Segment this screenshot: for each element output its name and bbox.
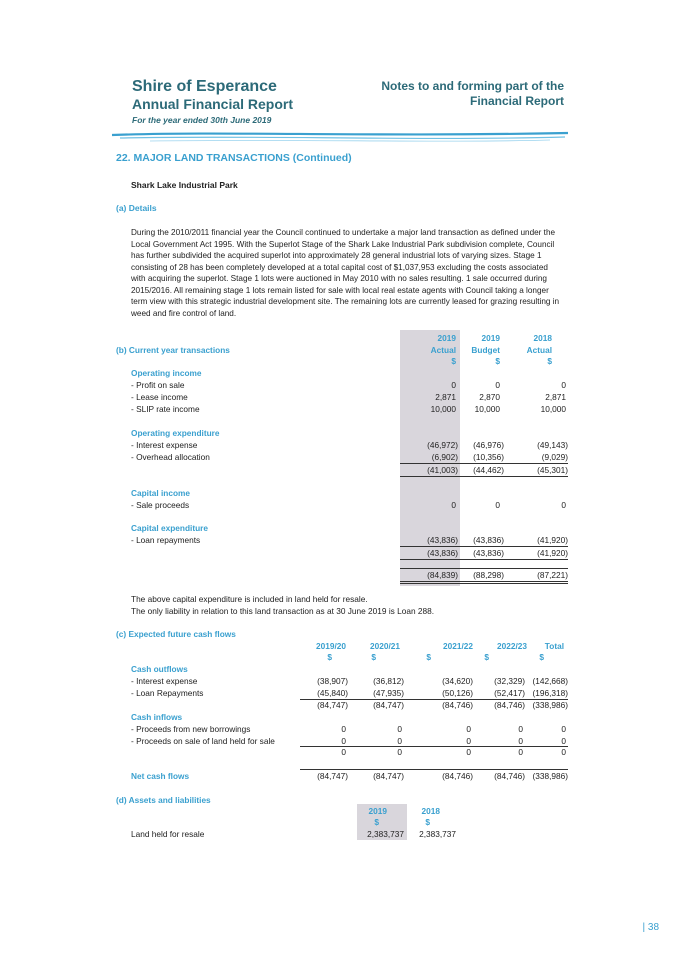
cash-inflows-heading: Cash inflows [131, 712, 183, 722]
cell-sale-2: 0 [495, 500, 500, 510]
details-paragraph: During the 2010/2011 financial year the Council continued to undertake a major land transaction as defined under the Local Government Act 1995. With the Superlot Stage of the Shark Lake Industrial Park subdivision complete, Council has further subdivided the acquired superlot into approximately 28 general industrial lots of varying sizes. Stage 1 consisting of 28 has been completely developed at a total capital cost of $1,037,953 excluding the costs associated with acquiring the superlot. Stage 1 lots were auctioned in May 2010 with no sales resulting. 1 sale occurred during 2015/2016. All remaining stage 1 lots remain listed for sale with local real estate agents with Council taking a longer term view with this strategic industrial development site. The remaining lots are currently leased for grazing resulting in weed and fire control of land. [131, 228, 560, 318]
details-label: (a) Details [116, 203, 157, 213]
fut-in-total-4: 0 [518, 747, 523, 757]
cash-outflows-heading: Cash outflows [131, 664, 188, 674]
col-unit-1: $ [451, 356, 456, 366]
net-cash-flows-label: Net cash flows [131, 771, 190, 781]
col-type-1: Actual [430, 345, 456, 355]
fut-col-3: 2021/22 [443, 641, 473, 651]
cell-overhead-1: (6,902) [431, 452, 458, 462]
report-org-title: Shire of Esperance [132, 78, 277, 95]
fut-unit-3: $ [426, 652, 431, 662]
notes-heading-line2: Financial Report [469, 94, 564, 108]
grand-total-top-rule [400, 568, 568, 569]
fut-in-total-5: 0 [561, 747, 566, 757]
row-label-lease: - Lease income [131, 392, 188, 402]
fut-col-4: 2022/23 [497, 641, 527, 651]
fut-col-1: 2019/20 [316, 641, 346, 651]
operating-expenditure-heading: Operating expenditure [131, 428, 220, 438]
col-unit-3: $ [547, 356, 552, 366]
operating-income-heading: Operating income [131, 368, 202, 378]
fut-loan-3: (50,126) [442, 688, 473, 698]
fut-col-2: 2020/21 [370, 641, 400, 651]
cell-op-total-1: (41,003) [427, 465, 458, 475]
fut-col-5: Total [544, 641, 564, 651]
fut-loan-2: (47,935) [373, 688, 404, 698]
fut-borrow-2: 0 [397, 724, 402, 734]
fut-out-total-1: (84,747) [317, 700, 348, 710]
subject-heading: Shark Lake Industrial Park [131, 180, 238, 190]
fut-row-label-loan: - Loan Repayments [131, 688, 204, 698]
fut-net-3: (84,746) [442, 771, 473, 781]
cell-sale-3: 0 [561, 500, 566, 510]
cell-grand-total-1: (84,839) [427, 570, 458, 580]
fut-interest-5: (142,668) [532, 676, 568, 686]
fut-row-label-borrow: - Proceeds from new borrowings [131, 724, 251, 734]
cell-lease-3: 2,871 [545, 392, 566, 402]
cell-interest-3: (49,143) [537, 440, 568, 450]
notes-heading-line1: Notes to and forming part of the [381, 79, 564, 93]
col-year-2: 2019 [481, 333, 500, 343]
fut-in-total-3: 0 [466, 747, 471, 757]
current-transactions-label: (b) Current year transactions [116, 345, 230, 355]
fut-loan-5: (196,318) [532, 688, 568, 698]
row-label-loan: - Loan repayments [131, 535, 201, 545]
cell-loan-2: (43,836) [473, 535, 504, 545]
fut-out-total-4: (84,746) [494, 700, 525, 710]
cell-cap-total-2: (43,836) [473, 548, 504, 558]
cell-lease-1: 2,871 [435, 392, 456, 402]
asset-unit-2: $ [425, 817, 430, 827]
asset-col-1: 2019 [368, 806, 387, 816]
row-label-slip: - SLIP rate income [131, 404, 200, 414]
row-label-sale: - Sale proceeds [131, 500, 190, 510]
fut-in-total-2: 0 [397, 747, 402, 757]
net-cash-top-rule [300, 769, 568, 770]
cell-grand-total-2: (88,298) [473, 570, 504, 580]
cell-overhead-3: (9,029) [541, 452, 568, 462]
page-number: | 38 [642, 922, 659, 933]
fut-interest-4: (32,329) [494, 676, 525, 686]
report-title: Annual Financial Report [132, 96, 294, 112]
fut-row-label-landsale: - Proceeds on sale of land held for sale [131, 736, 275, 746]
cell-slip-3: 10,000 [540, 404, 566, 414]
fut-unit-1: $ [327, 652, 332, 662]
cell-op-total-3: (45,301) [537, 465, 568, 475]
fut-net-2: (84,747) [373, 771, 404, 781]
cell-sale-1: 0 [451, 500, 456, 510]
report-period: For the year ended 30th June 2019 [132, 115, 272, 125]
cell-slip-2: 10,000 [474, 404, 500, 414]
cell-overhead-2: (10,356) [473, 452, 504, 462]
cell-slip-1: 10,000 [430, 404, 456, 414]
cell-loan-1: (43,836) [427, 535, 458, 545]
cell-grand-total-3: (87,221) [537, 570, 568, 580]
col-type-3: Actual [526, 345, 552, 355]
fut-interest-1: (38,907) [317, 676, 348, 686]
row-label-overhead: - Overhead allocation [131, 452, 210, 462]
assets-liabilities-label: (d) Assets and liabilities [116, 795, 211, 805]
row-label-profit: - Profit on sale [131, 380, 185, 390]
fut-borrow-1: 0 [341, 724, 346, 734]
col-year-3: 2018 [533, 333, 552, 343]
fut-interest-3: (34,620) [442, 676, 473, 686]
note-line-2: The only liability in relation to this land transaction as at 30 June 2019 is Loan 288. [131, 606, 435, 616]
cell-interest-1: (46,972) [427, 440, 458, 450]
future-cash-flows-label: (c) Expected future cash flows [116, 629, 236, 639]
fut-in-total-1: 0 [341, 747, 346, 757]
fut-borrow-5: 0 [561, 724, 566, 734]
row-label-interest: - Interest expense [131, 440, 198, 450]
fut-loan-1: (45,840) [317, 688, 348, 698]
col-unit-2: $ [495, 356, 500, 366]
fut-landsale-1: 0 [341, 736, 346, 746]
fut-landsale-5: 0 [561, 736, 566, 746]
fut-net-4: (84,746) [494, 771, 525, 781]
fut-out-total-5: (338,986) [532, 700, 568, 710]
cell-profit-3: 0 [561, 380, 566, 390]
col-year-1: 2019 [437, 333, 456, 343]
fut-out-total-3: (84,746) [442, 700, 473, 710]
cell-profit-2: 0 [495, 380, 500, 390]
fut-landsale-3: 0 [466, 736, 471, 746]
cell-profit-1: 0 [451, 380, 456, 390]
fut-unit-2: $ [371, 652, 376, 662]
fut-net-1: (84,747) [317, 771, 348, 781]
col-type-2: Budget [471, 345, 500, 355]
fut-loan-4: (52,417) [494, 688, 525, 698]
asset-unit-1: $ [374, 817, 379, 827]
grand-total-rule-1 [400, 581, 568, 582]
fut-unit-4: $ [484, 652, 489, 662]
note-line-1: The above capital expenditure is included in land held for resale. [131, 594, 368, 604]
fut-interest-2: (36,812) [373, 676, 404, 686]
op-total-rule [400, 476, 568, 477]
op-subtotal-rule [400, 463, 568, 464]
header-swoosh-decoration [110, 127, 570, 147]
capital-expenditure-heading: Capital expenditure [131, 523, 208, 533]
cell-cap-total-1: (43,836) [427, 548, 458, 558]
fut-borrow-4: 0 [518, 724, 523, 734]
fut-landsale-2: 0 [397, 736, 402, 746]
fut-unit-5: $ [539, 652, 544, 662]
asset-land-2: 2,383,737 [419, 829, 456, 839]
fut-out-total-2: (84,747) [373, 700, 404, 710]
asset-row-label-land: Land held for resale [131, 829, 205, 839]
fut-landsale-4: 0 [518, 736, 523, 746]
notes-heading [381, 79, 564, 109]
capital-income-heading: Capital income [131, 488, 191, 498]
fut-borrow-3: 0 [466, 724, 471, 734]
grand-total-rule-2 [400, 583, 568, 584]
asset-land-1: 2,383,737 [367, 829, 404, 839]
cell-op-total-2: (44,462) [473, 465, 504, 475]
fut-row-label-interest: - Interest expense [131, 676, 198, 686]
section-title: 22. MAJOR LAND TRANSACTIONS (Continued) [116, 152, 352, 164]
asset-col-2: 2018 [421, 806, 440, 816]
cell-loan-3: (41,920) [537, 535, 568, 545]
cell-cap-total-3: (41,920) [537, 548, 568, 558]
cap-subtotal-rule [400, 546, 568, 547]
fut-net-5: (338,986) [532, 771, 568, 781]
cell-interest-2: (46,976) [473, 440, 504, 450]
cap-total-rule [400, 559, 568, 560]
cell-lease-2: 2,870 [479, 392, 500, 402]
